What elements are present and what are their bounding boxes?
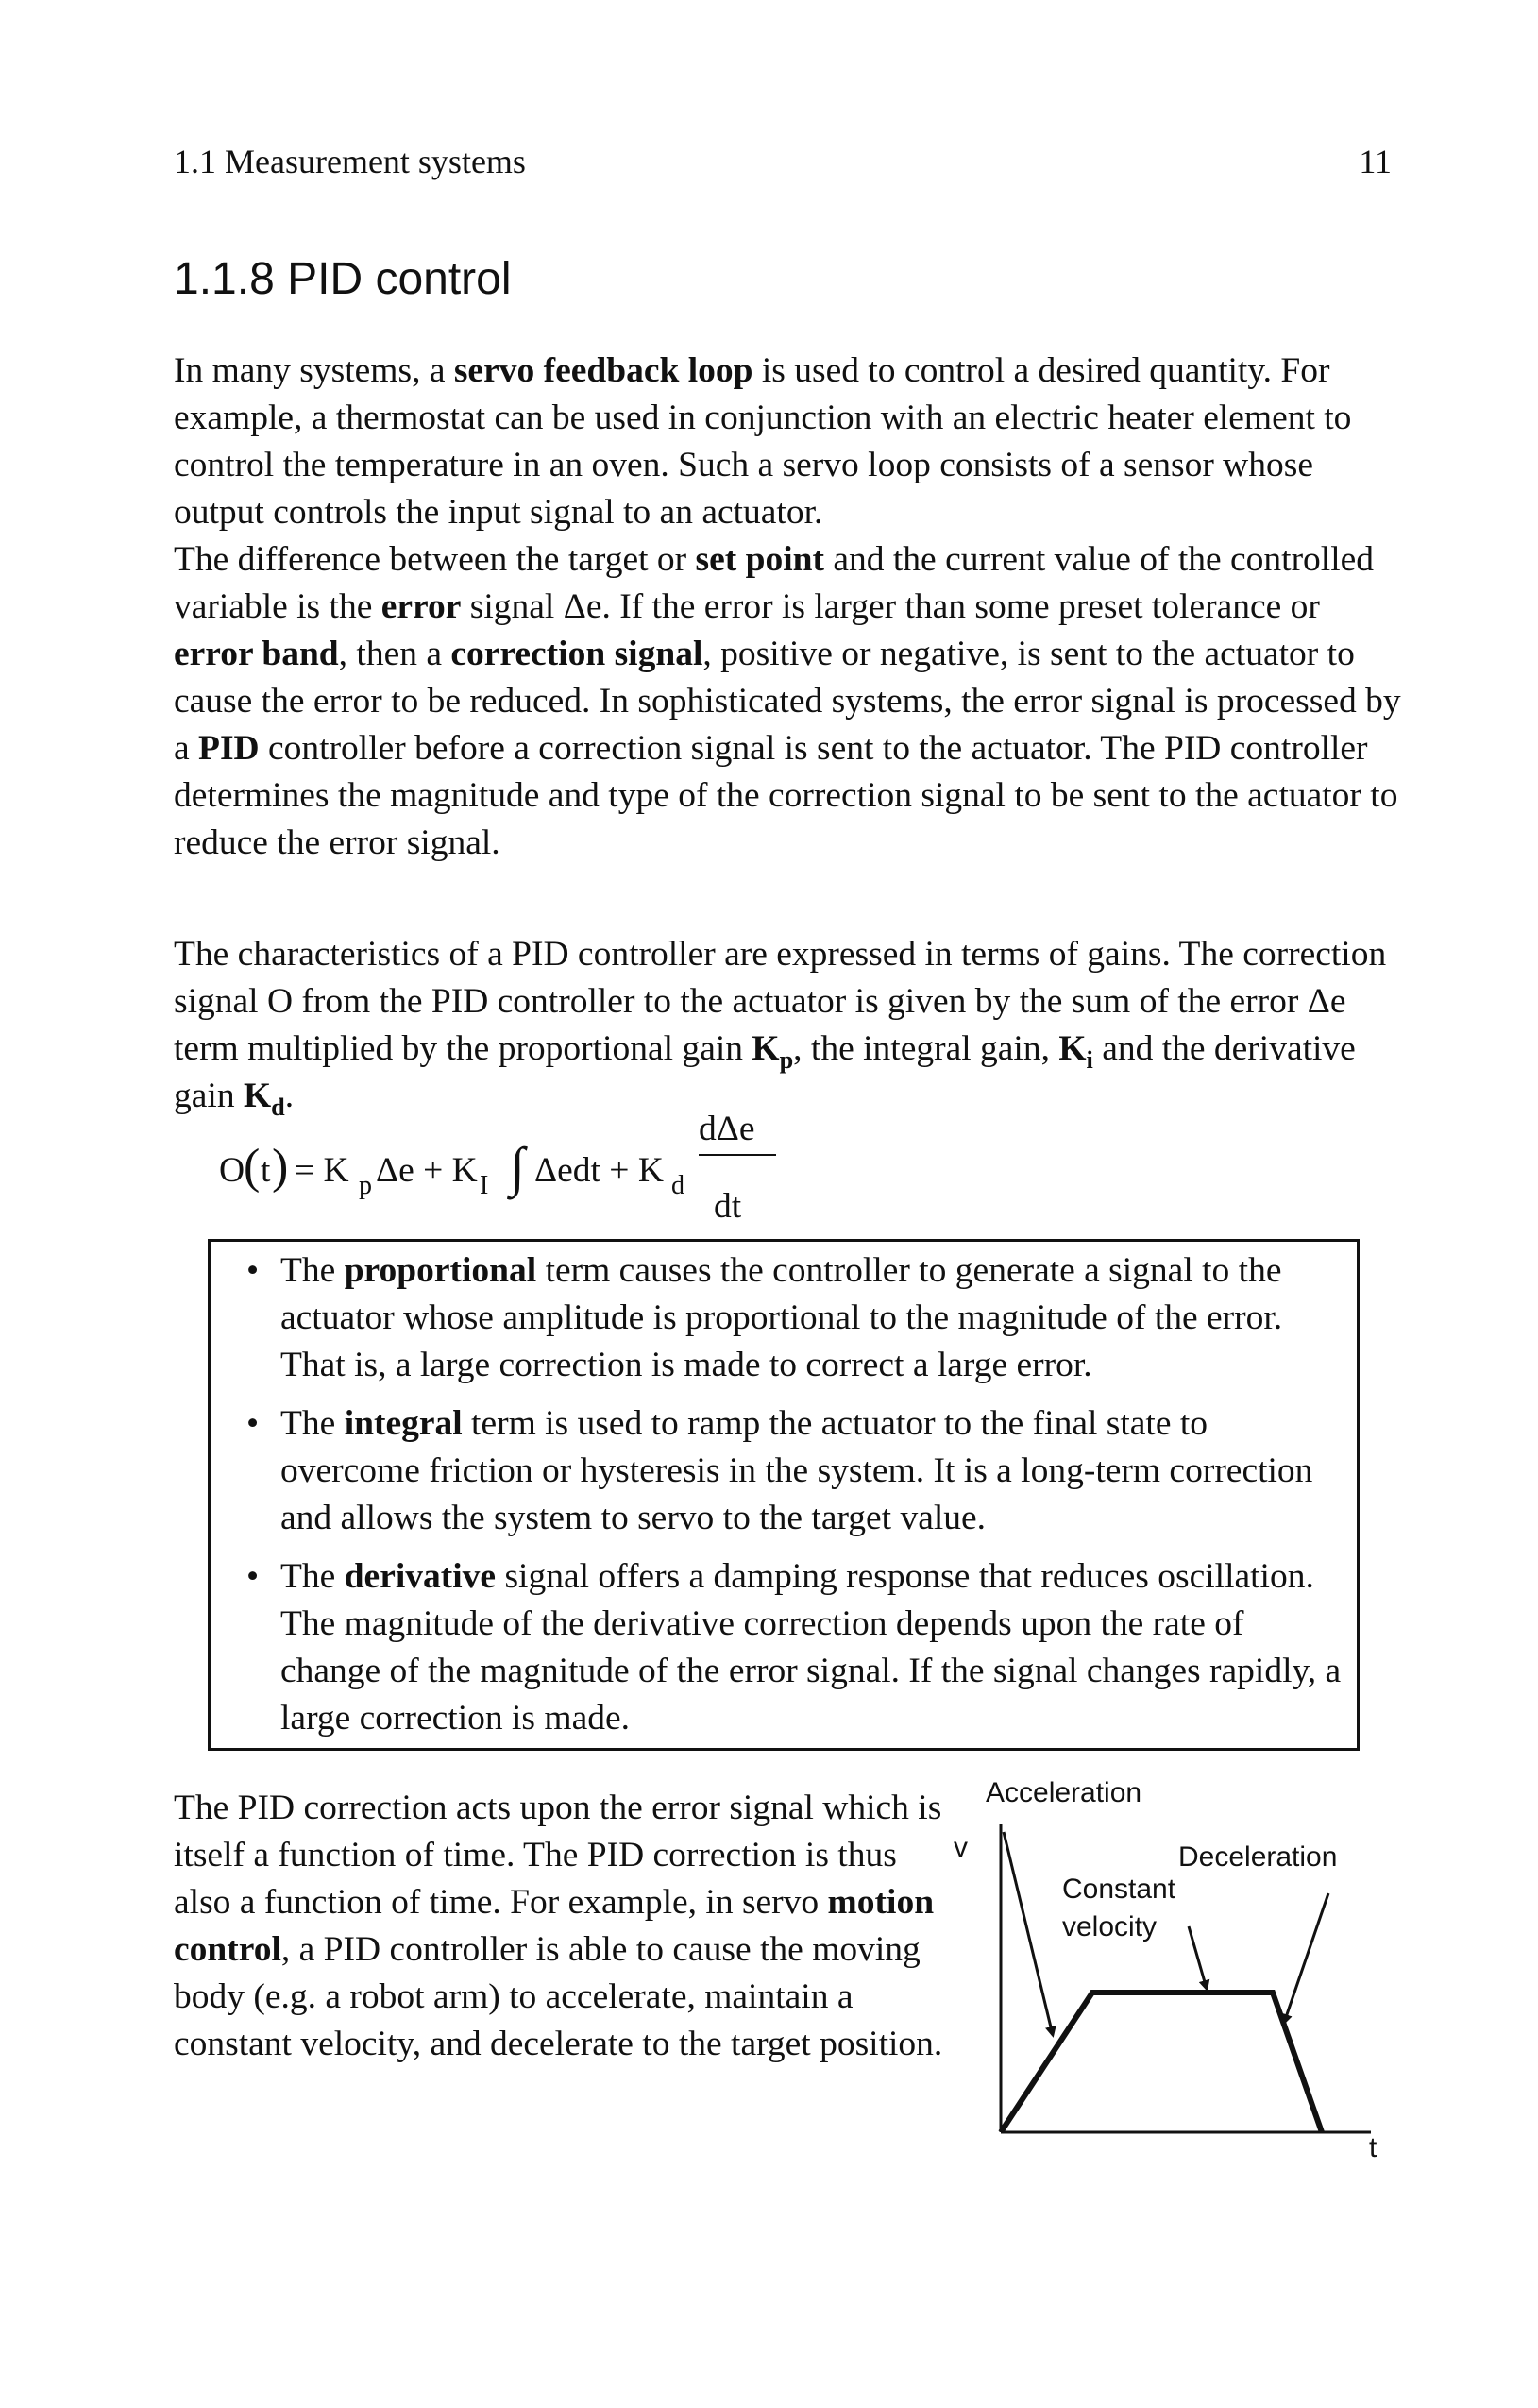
text-run: , then a xyxy=(338,635,451,673)
bullet-proportional xyxy=(229,1247,1344,1389)
term-derivative: derivative xyxy=(344,1557,497,1596)
text-run: The difference between the target or xyxy=(174,540,696,579)
term-integral: integral xyxy=(344,1404,463,1443)
term-servo-feedback-loop: servo feedback loop xyxy=(453,351,753,390)
text-run: controller before a correction signal is sent to the actuator. The PID controller determines the magnitude and type of the correction signal to be sent to the actuator to reduce the error signal. xyxy=(174,729,1398,862)
gain-kd: K xyxy=(243,1077,272,1115)
label-t-axis: t xyxy=(1369,2132,1377,2163)
term-proportional: proportional xyxy=(344,1251,537,1290)
eq-right-paren: ) xyxy=(272,1140,289,1194)
intro-paragraph xyxy=(174,348,1401,536)
bullet-marker: • xyxy=(246,1557,260,1596)
text-run: , a PID controller is able to cause the moving body (e.g. a robot arm) to accelerate, maintain a constant velocity, and decelerate to the target position. xyxy=(174,1930,943,2063)
text-run: The xyxy=(280,1557,345,1596)
bullet-marker: • xyxy=(246,1404,260,1443)
text-run: and the current value of the controlled variable is the xyxy=(174,540,1375,626)
eq-error-term: Δe + K xyxy=(376,1151,478,1190)
gain-kp-subscript: p xyxy=(779,1046,794,1075)
label-v-axis: v xyxy=(954,1832,968,1863)
bullet-marker: • xyxy=(246,1251,260,1290)
eq-output-symbol: O xyxy=(219,1151,245,1190)
label-velocity: velocity xyxy=(1062,1911,1158,1942)
text-run: term causes the controller to generate a signal to the actuator whose amplitude is proportional to the magnitude of the error. That is, a large correction is made to correct a large error. xyxy=(280,1251,1283,1384)
term-correction-signal: correction signal xyxy=(450,635,703,673)
text-run: signal offers a damping response that reduces oscillation. The magnitude of the derivative correction depends upon the rate of change of the magnitude of the error signal. If the signal changes rapidly, a large correction is made. xyxy=(280,1557,1342,1738)
velocity-profile-diagram xyxy=(954,1775,1407,2172)
gains-paragraph xyxy=(174,931,1401,1120)
bullet-derivative xyxy=(229,1553,1344,1742)
text-run: term is used to ramp the actuator to the final state to overcome friction or hysteresis in the system. It is a long-term correction and allows the system to servo to the target value. xyxy=(280,1404,1313,1537)
pid-equation xyxy=(219,1110,880,1233)
term-set-point: set point xyxy=(695,540,824,579)
text-run: . xyxy=(284,1077,295,1115)
running-head-section: 1.1 Measurement systems xyxy=(174,143,526,180)
text-run: and the derivative gain xyxy=(174,1029,1356,1115)
eq-integral-sign: ∫ xyxy=(510,1136,525,1197)
text-run: The xyxy=(280,1251,345,1290)
label-acceleration: Acceleration xyxy=(986,1777,1142,1808)
error-paragraph xyxy=(174,536,1401,867)
term-error: error xyxy=(380,587,462,626)
bullet-list xyxy=(229,1247,1344,1742)
page-number: 11 xyxy=(1359,143,1392,180)
text-run: In many systems, a xyxy=(174,351,454,390)
term-error-band: error band xyxy=(174,635,339,673)
constant-velocity-arrow xyxy=(1189,1926,1207,1989)
text-run: , the integral gain, xyxy=(793,1029,1059,1068)
eq-left-paren: ( xyxy=(244,1140,261,1194)
eq-subscript-p: p xyxy=(359,1171,372,1200)
eq-fraction-bar xyxy=(699,1154,776,1156)
running-head xyxy=(174,142,1392,181)
bullet-integral xyxy=(229,1400,1344,1542)
deceleration-arrow xyxy=(1284,1893,1328,2023)
text-run: The PID correction acts upon the error signal which is itself a function of time. The PID correction is thus also a function of time. For example, in servo xyxy=(174,1789,942,1922)
section-title: 1.1.8 PID control xyxy=(174,254,512,304)
eq-denominator: dt xyxy=(714,1187,742,1226)
paragraph-1 xyxy=(174,348,1401,536)
eq-subscript-i: I xyxy=(480,1171,489,1200)
text-run: The characteristics of a PID controller are expressed in terms of gains. The correction signal O from the PID controller to the actuator is given by the sum of the error Δe term multiplied by the proportional gain xyxy=(174,935,1387,1068)
text-run: , positive or negative, is sent to the actuator to cause the error to be reduced. In sophisticated systems, the error signal is processed by a xyxy=(174,635,1401,768)
eq-time-variable: t xyxy=(261,1151,271,1190)
text-run: The xyxy=(280,1404,345,1443)
motion-control-paragraph xyxy=(174,1785,957,2068)
gain-kp: K xyxy=(752,1029,780,1068)
acceleration-arrow xyxy=(1004,1832,1053,2035)
gain-ki-subscript: i xyxy=(1086,1046,1093,1075)
label-constant: Constant xyxy=(1062,1874,1176,1905)
text-run: signal Δe. If the error is larger than some preset tolerance or xyxy=(461,587,1320,626)
gain-kd-subscript: d xyxy=(271,1094,285,1122)
velocity-profile-svg xyxy=(954,1775,1407,2172)
eq-numerator: dΔe xyxy=(699,1110,755,1148)
paragraph-2 xyxy=(174,536,1401,867)
eq-equals-kp: = K xyxy=(295,1151,349,1190)
pid-terms-box xyxy=(208,1239,1360,1751)
eq-integral-term: Δedt + K xyxy=(534,1151,664,1190)
term-pid: PID xyxy=(198,729,260,768)
label-deceleration: Deceleration xyxy=(1178,1841,1338,1873)
gain-ki: K xyxy=(1058,1029,1087,1068)
eq-subscript-d: d xyxy=(671,1171,684,1200)
term-motion-control: motion control xyxy=(174,1883,935,1969)
paragraph-3 xyxy=(174,931,1401,1120)
text-run: is used to control a desired quantity. For example, a thermostat can be used in conjunction with an electric heater element to control the temperature in an oven. Such a servo loop consists of a sensor whose output controls the input signal to an actuator. xyxy=(174,351,1352,532)
